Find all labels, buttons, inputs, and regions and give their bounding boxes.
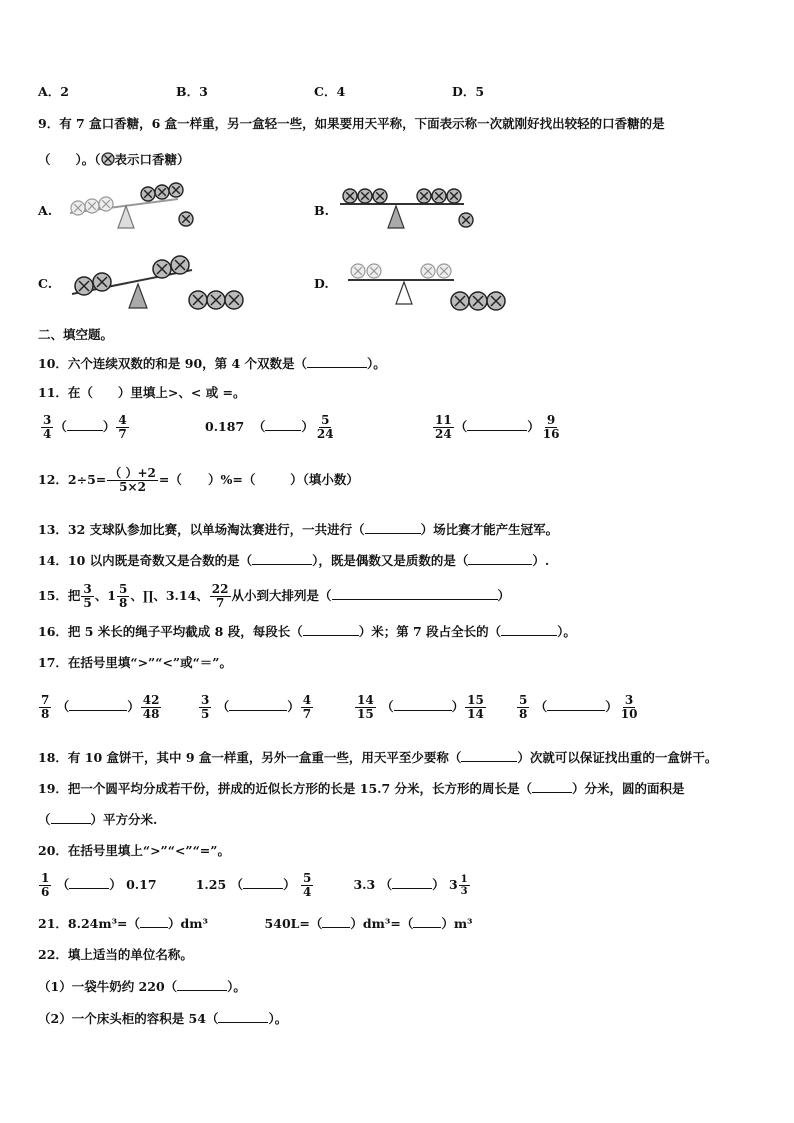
q9-option-c-label: C.: [38, 276, 53, 291]
balance-scale-icon-c: [66, 254, 256, 314]
q9-stem-line2: （ ）。（ 表示口香糖）: [38, 152, 190, 167]
q15: 15．把 $\frac{3}{5}$ 、1 $\frac{5}{8}$ 、∏、3.14、 $\frac{22}{7}$ 从小到大排列是（ ）: [38, 582, 511, 610]
answer-blank[interactable]: [307, 355, 367, 368]
q9-option-b-label: B.: [314, 203, 329, 218]
q16: 16．把 5 米长的绳子平均截成 8 段，每段长（ ）米；第 7 段占全长的（ ）。: [38, 624, 576, 639]
q20-title: 20．在括号里填上“>”“<”“=”。: [38, 843, 230, 858]
answer-blank[interactable]: [51, 811, 91, 824]
q14: 14．10 以内既是奇数又是合数的是（ ），既是偶数又是质数的是（ ）.: [38, 553, 550, 568]
answer-blank[interactable]: [365, 521, 421, 534]
q8-option-d: D．5: [452, 84, 485, 99]
answer-blank[interactable]: [303, 623, 359, 636]
q22-title: 22．填上适当的单位名称。: [38, 947, 193, 962]
balance-scale-icon-d: [342, 258, 512, 316]
answer-blank[interactable]: [467, 418, 527, 431]
answer-blank[interactable]: [218, 1010, 268, 1023]
section-title: 二、填空题。: [38, 327, 114, 342]
answer-blank[interactable]: [69, 876, 109, 889]
answer-blank[interactable]: [177, 978, 227, 991]
answer-blank[interactable]: [322, 915, 350, 928]
q17-title: 17．在括号里填“>”“<”或“＝”。: [38, 655, 232, 670]
q9-option-d-label: D.: [314, 276, 329, 291]
answer-blank[interactable]: [394, 698, 452, 711]
q9-stem: 9．有 7 盒口香糖，6 盒一样重，另一盒轻一些，如果要用天平称，下面表示称一次就刚好找出较轻的口香糖的是: [38, 116, 665, 131]
q17-item-1: $\frac{7}{8}$ （ ） $\frac{42}{48}$: [41, 693, 160, 721]
answer-blank[interactable]: [547, 698, 605, 711]
q22-part-1: （1）一袋牛奶约 220（ ）。: [38, 979, 246, 994]
answer-blank[interactable]: [501, 623, 557, 636]
answer-blank[interactable]: [67, 418, 103, 431]
q10: 10．六个连续双数的和是 90，第 4 个双数是（ ）。: [38, 356, 386, 371]
answer-blank[interactable]: [140, 915, 168, 928]
q8-option-a: A．2: [38, 84, 69, 99]
q21: 21．8.24m³=（ ）dm³ 540L=（ ）dm³=（ ）m³: [38, 916, 473, 931]
q19-line1: 19．把一个圆平均分成若干份，拼成的近似长方形的长是 15.7 分米，长方形的周长是（ ）分米，圆的面积是: [38, 781, 685, 796]
q17-item-2: $\frac{3}{5}$ （ ） $\frac{4}{7}$: [201, 693, 312, 721]
answer-blank[interactable]: [243, 876, 283, 889]
answer-blank[interactable]: [332, 587, 498, 600]
q9-option-a-label: A.: [38, 203, 53, 218]
answer-blank[interactable]: [252, 552, 312, 565]
answer-blank[interactable]: [461, 749, 517, 762]
answer-blank[interactable]: [532, 780, 572, 793]
q19-line2: （ ）平方分米.: [38, 812, 158, 827]
q12: 12．2÷5= $\frac{( )+2}{5\times 2}$ =（ ）%=（ ）（填小数）: [38, 466, 359, 494]
q22-part-2: （2）一个床头柜的容积是 54（ ）。: [38, 1011, 288, 1026]
q17-item-4: $\frac{5}{8}$ （ ） $\frac{3}{10}$: [519, 693, 638, 721]
q11-item-2: 0.187 （ ） $\frac{5}{24}$: [205, 413, 334, 441]
q20-items: $\frac{1}{6}$ （ ） 0.17 1.25 （ ） $\frac{5}{4}$ 3.3 （ ） 3 $\frac{1}{3}$: [41, 871, 468, 899]
answer-blank[interactable]: [468, 552, 532, 565]
q8-option-b: B．3: [176, 84, 208, 99]
q13: 13．32 支球队参加比赛，以单场淘汰赛进行，一共进行（ ）场比赛才能产生冠军。: [38, 522, 559, 537]
answer-blank[interactable]: [392, 876, 432, 889]
answer-blank[interactable]: [413, 915, 441, 928]
q11-item-3: $\frac{11}{24}$ （ ） $\frac{9}{16}$: [435, 413, 560, 441]
q8-option-c: C．4: [314, 84, 346, 99]
q11-item-1: $\frac{3}{4}$ （ ） $\frac{4}{7}$: [43, 413, 127, 441]
q11-title: 11．在（ ）里填上>、< 或 =。: [38, 385, 246, 400]
answer-blank[interactable]: [265, 418, 301, 431]
q18: 18．有 10 盒饼干，其中 9 盒一样重，另外一盒重一些，用天平至少要称（ ）次就可以保证找出重的一盒饼干。: [38, 750, 718, 765]
gum-box-icon: [101, 152, 115, 166]
answer-blank[interactable]: [69, 698, 127, 711]
balance-scale-icon-a: [66, 182, 196, 232]
balance-scale-icon-b: [336, 184, 486, 234]
q17-item-3: $\frac{14}{15}$ （ ） $\frac{15}{14}$: [357, 693, 484, 721]
answer-blank[interactable]: [229, 698, 287, 711]
